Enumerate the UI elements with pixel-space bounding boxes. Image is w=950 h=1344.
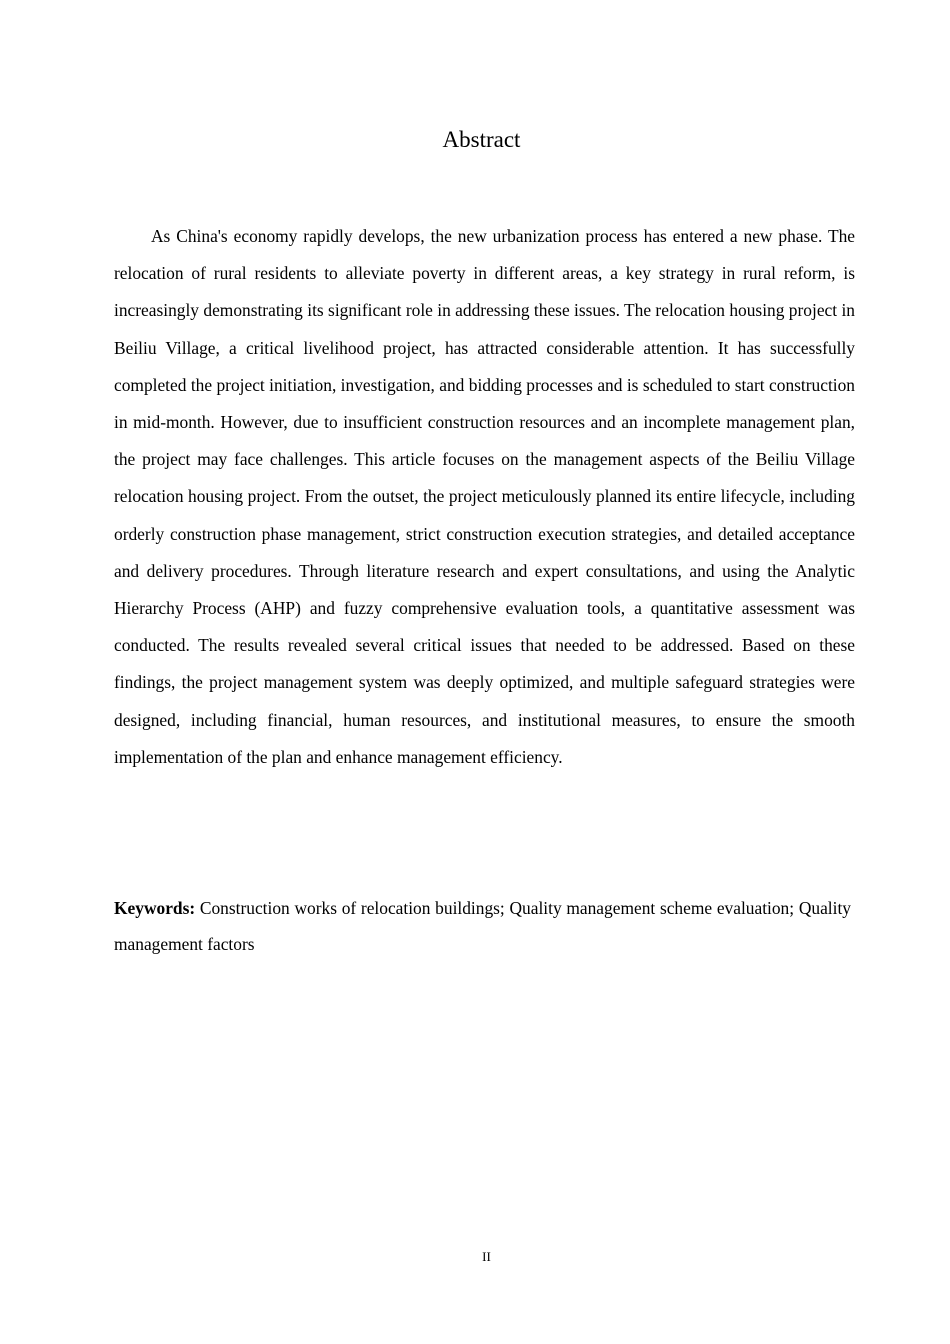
keywords-label: Keywords: <box>114 898 196 918</box>
abstract-paragraph: As China's economy rapidly develops, the new urbanization process has entered a new phase. The relocation of rural residents to alleviate poverty in different areas, a key strategy in rural reform, is increasingly demonstrating its significant role in addressing these issues. The relocation housing project in Beiliu Village, a critical livelihood project, has attracted considerable attention. It has successfully completed the project initiation, investigation, and bidding processes and is scheduled to start construction in mid-month. However, due to insufficient construction resources and an incomplete management plan, the project may face challenges. This article focuses on the management aspects of the Beiliu Village relocation housing project. From the outset, the project meticulously planned its entire lifecycle, including orderly construction phase management, strict construction execution strategies, and detailed acceptance and delivery procedures. Through literature research and expert consultations, and using the Analytic Hierarchy Process (AHP) and fuzzy comprehensive evaluation tools, a quantitative assessment was conducted. The results revealed several critical issues that needed to be addressed. Based on these findings, the project management system was deeply optimized, and multiple safeguard strategies were designed, including financial, human resources, and institutional measures, to ensure the smooth implementation of the plan and enhance management efficiency. <box>114 226 855 767</box>
keywords-paragraph <box>114 890 851 962</box>
page-title: Abstract <box>442 127 521 152</box>
keywords-text: Construction works of relocation buildings; Quality management scheme evaluation; Quality management factors <box>114 898 851 954</box>
page-number: II <box>482 1249 491 1264</box>
